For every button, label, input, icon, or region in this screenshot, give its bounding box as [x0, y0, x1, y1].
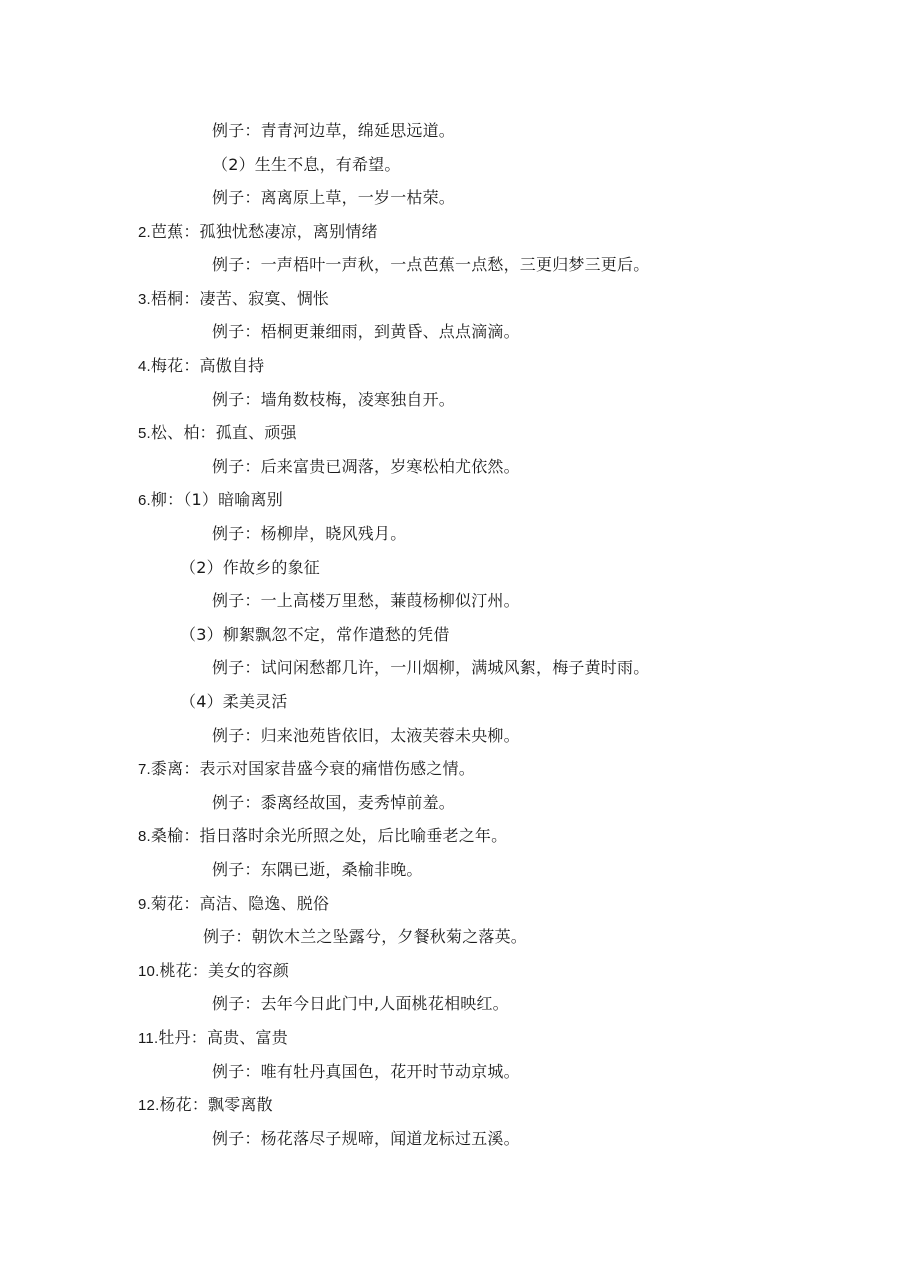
list-item-heading [138, 1088, 273, 1122]
list-number: 5. [138, 425, 151, 442]
text-line: （4）柔美灵活 [180, 692, 288, 711]
text-line: 例子：后来富贵已凋落，岁寒松柏尤依然。 [212, 457, 520, 476]
list-item-heading [138, 349, 264, 383]
heading-text: 菊花：高洁、隐逸、脱俗 [150, 894, 330, 913]
text-line: 例子：梧桐更兼细雨，到黄昏、点点滴滴。 [212, 322, 520, 341]
heading-text: 梅花：高傲自持 [150, 356, 265, 375]
text-line: 例子：青青河边草，绵延思远道。 [212, 121, 456, 140]
heading-text: 芭蕉：孤独忧愁凄凉，离别情绪 [150, 222, 378, 241]
text-line: 例子：试问闲愁都几许，一川烟柳，满城风絮，梅子黄时雨。 [212, 658, 650, 677]
text-line: 例子：归来池苑皆依旧，太液芙蓉未央柳。 [212, 726, 520, 745]
heading-text: 柳：（1）暗喻离别 [150, 490, 283, 509]
text-line: 例子：杨花落尽子规啼，闻道龙标过五溪。 [212, 1129, 520, 1148]
text-line: 例子：东隅已逝，桑榆非晚。 [212, 860, 423, 879]
text-line: 例子：离离原上草，一岁一枯荣。 [212, 188, 456, 207]
list-item-heading [138, 282, 329, 316]
text-line: （2）作故乡的象征 [180, 558, 320, 577]
heading-text: 松、柏：孤直、顽强 [150, 423, 297, 442]
text-line: 例子：杨柳岸，晓风残月。 [212, 524, 407, 543]
list-number: 3. [138, 291, 151, 308]
list-item-heading [138, 752, 475, 786]
list-item-heading [138, 887, 329, 921]
list-item-heading [138, 215, 378, 249]
text-line: （2）生生不息，有希望。 [212, 155, 401, 174]
list-item-heading [138, 1021, 288, 1055]
heading-text: 牡丹：高贵、富贵 [158, 1028, 288, 1047]
text-line: 例子：墙角数枝梅，凌寒独自开。 [212, 390, 456, 409]
text-line: 例子：朝饮木兰之坠露兮，夕餐秋菊之落英。 [203, 927, 528, 946]
heading-text: 桑榆：指日落时余光所照之处，后比喻垂老之年。 [150, 826, 508, 845]
text-line: 例子：唯有牡丹真国色，花开时节动京城。 [212, 1062, 520, 1081]
text-line: （3）柳絮飘忽不定，常作遣愁的凭借 [180, 625, 450, 644]
list-number: 10. [138, 963, 160, 980]
heading-text: 桃花：美女的容颜 [159, 961, 290, 980]
list-number: 6. [138, 492, 151, 509]
list-number: 12. [138, 1097, 160, 1114]
list-item-heading [138, 819, 507, 853]
list-number: 4. [138, 358, 151, 375]
list-number: 7. [138, 761, 151, 778]
list-number: 8. [138, 828, 151, 845]
text-line: 例子：去年今日此门中,人面桃花相映红。 [212, 994, 509, 1013]
list-number: 11. [138, 1030, 159, 1047]
list-item-heading [138, 416, 297, 450]
list-item-heading [138, 954, 289, 988]
heading-text: 杨花：飘零离散 [159, 1095, 273, 1114]
list-item-heading [138, 483, 283, 517]
list-number: 9. [138, 896, 151, 913]
text-line: 例子：黍离经故国，麦秀悼前羞。 [212, 793, 456, 812]
heading-text: 梧桐：凄苦、寂寞、惆怅 [150, 289, 330, 308]
text-line: 例子：一上高楼万里愁，蒹葭杨柳似汀州。 [212, 591, 520, 610]
text-line: 例子：一声梧叶一声秋，一点芭蕉一点愁，三更归梦三更后。 [212, 255, 650, 274]
heading-text: 黍离：表示对国家昔盛今衰的痛惜伤感之情。 [150, 759, 475, 778]
list-number: 2. [138, 224, 151, 241]
